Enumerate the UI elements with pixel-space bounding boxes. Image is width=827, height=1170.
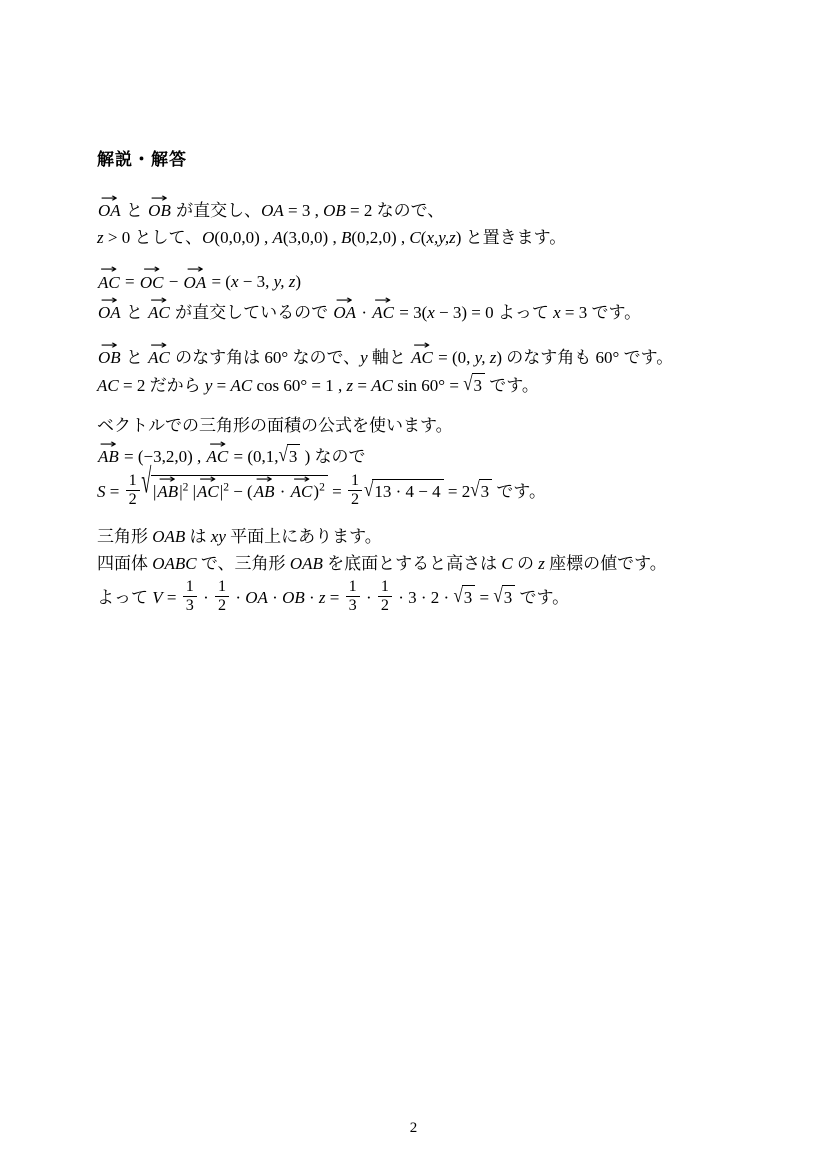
vector [333, 293, 357, 323]
paragraph [97, 525, 787, 615]
text-run: sin 60° = [392, 375, 464, 395]
text-run: = [475, 588, 494, 608]
radical-icon: √ [278, 443, 288, 466]
paragraph [97, 414, 787, 509]
text-line [97, 337, 787, 371]
text-run: と [121, 303, 148, 323]
superscript: 2 [182, 480, 189, 494]
vector [148, 293, 170, 323]
math-variable: AC [97, 375, 119, 395]
math-variable: OA [245, 588, 268, 608]
math-variable: xy [210, 526, 226, 546]
vector-arrow-icon: → [208, 436, 227, 451]
vector [290, 471, 313, 502]
math-variable: x,y,z [426, 227, 456, 247]
radicand [151, 471, 328, 505]
text-run: − ( [228, 481, 253, 501]
text-line [97, 552, 787, 577]
text-run: (3,0,0) , [282, 227, 341, 247]
text-run: のなす角は 60° なので、 [170, 348, 361, 367]
vector [148, 337, 170, 368]
text-run: = 3 , [283, 201, 324, 221]
math-variable: AC [230, 375, 253, 395]
vector-name: OB [98, 348, 121, 367]
text-run: が直交しているので [170, 303, 333, 323]
math-variable: x [427, 303, 435, 323]
fraction [183, 578, 197, 615]
radical-icon: √ [364, 478, 374, 501]
text-run: · [267, 588, 283, 608]
text-line [97, 525, 787, 550]
text-run: ) [295, 272, 302, 292]
text-run: ベクトルでの三角形の面積の公式を使います。 [97, 416, 453, 436]
vector-arrow-icon: → [100, 293, 119, 308]
fraction-numerator: 1 [348, 472, 362, 491]
vector [372, 293, 394, 323]
text-run: = ( [207, 272, 231, 292]
text-run: です。 [515, 588, 570, 608]
fraction-numerator: 1 [183, 578, 197, 597]
text-run: の [512, 553, 539, 573]
text-run: | [188, 481, 197, 501]
vector-name: OA [98, 303, 121, 323]
text-run: 13 · 4 − 4 [374, 481, 441, 501]
vector-name: AC [206, 447, 229, 467]
section-heading: 解説・解答 [97, 150, 187, 169]
text-run: · [231, 588, 246, 608]
fraction-numerator: 1 [126, 472, 140, 491]
text-run: (0,2,0) , [351, 227, 410, 247]
vector-name: AB [157, 481, 179, 501]
text-run: = [120, 272, 139, 292]
vector [206, 436, 229, 467]
math-variable: OABC [152, 553, 197, 573]
paragraph [97, 191, 787, 250]
text-run: | [179, 481, 183, 501]
text-line [97, 373, 787, 399]
text-run: ) のなす角も 60° です。 [496, 348, 674, 367]
text-run: ( [420, 227, 427, 247]
vector-name: OA [183, 272, 207, 292]
text-run: = (−3,2,0) , [119, 447, 206, 467]
vector [98, 293, 121, 323]
text-run: = 3 です。 [560, 303, 642, 323]
radicand [287, 444, 301, 470]
math-variable: C [409, 227, 421, 247]
radical-icon: √ [493, 584, 503, 608]
radicand [479, 479, 493, 505]
text-run: = 2 [443, 481, 471, 501]
text-run: · [275, 481, 290, 501]
math-variable: A [272, 227, 283, 247]
vector-arrow-icon: → [100, 262, 118, 277]
text-run: = [212, 375, 231, 395]
math-variable: z [346, 375, 354, 395]
vector-name: OA [98, 201, 121, 221]
text-run: が直交し、 [171, 201, 262, 221]
text-run: − 3, [238, 272, 274, 292]
math-variable: z [318, 588, 326, 608]
vector-name: AC [98, 272, 120, 292]
fraction [126, 472, 140, 509]
vector [197, 471, 219, 502]
paragraphs [97, 191, 787, 615]
fraction-numerator: 1 [215, 578, 229, 597]
radical-icon: √ [140, 461, 152, 501]
math-variable: z [538, 553, 545, 573]
text-run: = (0,1, [229, 447, 279, 467]
text-line [97, 191, 787, 224]
vector-name: AC [148, 348, 170, 367]
text-line [97, 578, 787, 615]
vector-arrow-icon: → [255, 471, 273, 486]
paragraph [97, 262, 787, 326]
math-variable: y, z [474, 348, 497, 367]
math-variable: S [97, 481, 106, 501]
text-run: > 0 として、 [103, 227, 203, 247]
text-line [97, 262, 787, 295]
text-run: 軸と [367, 348, 411, 367]
text-run: ) [313, 481, 320, 501]
vector-name: AC [372, 303, 394, 323]
text-run: です。 [492, 481, 546, 501]
square-root [470, 479, 492, 505]
text-run: で、三角形 [196, 553, 290, 573]
radicand [472, 373, 486, 399]
radicand [502, 585, 516, 611]
vector [183, 262, 207, 292]
math-variable: OA [261, 201, 284, 221]
fraction [378, 578, 392, 615]
vector [253, 471, 275, 502]
text-line [97, 293, 787, 326]
text-run: = 2 だから [118, 375, 205, 395]
fraction-denominator: 2 [128, 490, 137, 508]
vector [98, 436, 119, 467]
math-variable: OAB [289, 553, 323, 573]
math-variable: C [501, 553, 513, 573]
math-variable: x [553, 303, 561, 323]
math-variable: y [204, 375, 213, 395]
vector [98, 191, 121, 221]
math-variable: OB [323, 201, 346, 221]
vector-arrow-icon: → [186, 262, 204, 277]
vector-arrow-icon: → [100, 337, 119, 352]
superscript: 2 [319, 480, 325, 494]
vector-arrow-icon: → [292, 471, 311, 486]
text-run: cos 60° = 1 , [252, 375, 347, 395]
text-run: 平面上にあります。 [225, 526, 382, 546]
text-run: 3 [473, 375, 483, 395]
text-run: (0,0,0) , [214, 227, 273, 247]
text-run: | [153, 481, 157, 501]
text-run: 三角形 [97, 526, 153, 546]
vector-arrow-icon: → [150, 337, 168, 352]
text-run: は [185, 526, 211, 546]
text-run: · [304, 588, 319, 608]
text-run: 四面体 [97, 553, 153, 573]
square-root [140, 461, 328, 505]
vector-arrow-icon: → [413, 337, 431, 352]
vector [139, 262, 164, 292]
text-run: ) なので [300, 447, 366, 467]
radical-icon: √ [463, 372, 473, 395]
text-run: ) と置きます。 [455, 227, 567, 247]
solution-content [97, 145, 787, 631]
math-variable: y [360, 348, 368, 367]
vector [411, 337, 433, 368]
text-run: と [121, 201, 148, 221]
text-run: です。 [485, 375, 539, 395]
text-run: · 3 · 2 · [393, 588, 454, 608]
fraction-denominator: 2 [380, 597, 389, 615]
text-line [97, 436, 787, 470]
fraction-denominator: 2 [350, 490, 360, 508]
text-run: 3 [503, 588, 513, 608]
fraction-denominator: 3 [348, 597, 357, 615]
text-run: よって [97, 588, 153, 608]
vector-arrow-icon: → [99, 436, 118, 451]
radical-icon: √ [470, 478, 480, 501]
vector-arrow-icon: → [142, 262, 161, 277]
math-variable: y, z [273, 272, 296, 292]
text-run: · [361, 588, 376, 608]
square-root [463, 373, 485, 399]
math-variable: AC [371, 375, 393, 395]
vector-name: OA [333, 303, 357, 323]
text-run: を底面とすると高さは [322, 553, 502, 573]
text-run: = 3( [394, 303, 428, 323]
text-run: 座標の値です。 [544, 553, 667, 573]
math-variable: OB [282, 588, 305, 608]
radicand [462, 585, 476, 611]
vector-name: AC [290, 481, 313, 501]
text-run: 3 [463, 588, 473, 608]
vector-name: AB [253, 481, 275, 501]
vector-arrow-icon: → [374, 293, 392, 308]
text-run: = [325, 588, 344, 608]
text-run: 3 [288, 447, 298, 467]
fraction-denominator: 3 [185, 597, 194, 615]
text-run: · [198, 588, 213, 608]
text-run: = [162, 588, 181, 608]
text-line [97, 414, 787, 439]
text-run: − 3) = 0 よって [434, 303, 554, 323]
fraction-denominator: 2 [217, 597, 227, 615]
text-run: | [219, 481, 224, 501]
square-root [279, 444, 301, 470]
fraction [348, 472, 362, 509]
page-number: 2 [409, 1120, 418, 1136]
vector-name: OC [139, 272, 164, 292]
text-run: = (0, [433, 348, 475, 367]
fraction-numerator: 1 [378, 578, 392, 597]
text-run: = [353, 375, 372, 395]
text-run: 3 [480, 481, 490, 501]
vector-arrow-icon: → [336, 293, 354, 308]
vector-name: AC [411, 348, 433, 367]
text-run: = [327, 481, 346, 501]
text-run: = 2 なので、 [345, 201, 445, 221]
text-line [97, 226, 787, 251]
vector-arrow-icon: → [150, 293, 168, 308]
vector [98, 262, 120, 292]
vector-name: AC [197, 481, 219, 501]
radical-icon: √ [453, 584, 463, 608]
radicand [372, 479, 443, 505]
vector-arrow-icon: → [199, 471, 217, 486]
math-variable: B [340, 227, 352, 247]
math-variable: O [202, 227, 215, 247]
vector-name: AC [148, 303, 170, 323]
vector-arrow-icon: → [100, 191, 119, 205]
square-root [364, 479, 444, 505]
vector-name: OB [148, 201, 171, 221]
math-variable: x [230, 272, 239, 292]
fraction [346, 578, 360, 615]
math-variable: V [152, 588, 163, 608]
vector-name: AB [98, 447, 119, 467]
text-run: = [105, 481, 124, 501]
vector-arrow-icon: → [159, 471, 177, 486]
superscript: 2 [223, 480, 229, 494]
square-root [453, 585, 475, 611]
paragraph [97, 337, 787, 398]
vector [148, 191, 171, 221]
square-root [493, 585, 515, 611]
fraction-numerator: 1 [346, 578, 360, 597]
text-run: と [121, 348, 148, 367]
vector-arrow-icon: → [150, 191, 169, 205]
vector [98, 337, 121, 368]
math-variable: OAB [152, 526, 186, 546]
text-line [97, 461, 787, 509]
fraction [215, 578, 229, 615]
vector [157, 471, 179, 502]
text-run: · [357, 303, 372, 323]
text-run: − [164, 272, 183, 292]
math-variable: z [97, 227, 104, 247]
